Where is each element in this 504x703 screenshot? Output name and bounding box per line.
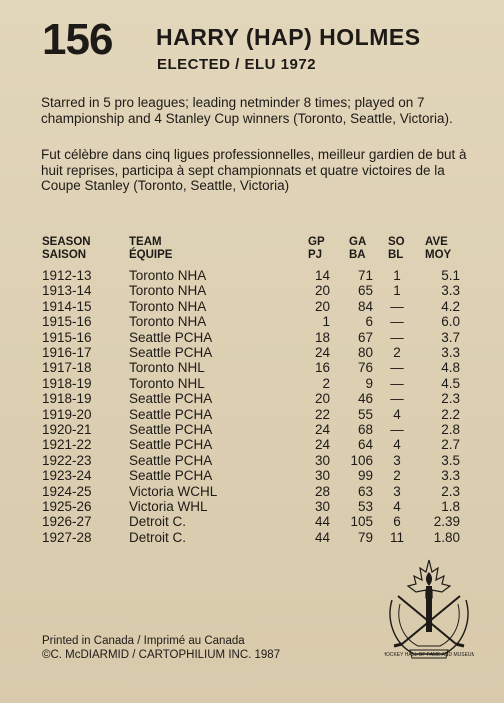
table-row <box>0 514 504 529</box>
team-cell: Toronto NHL <box>129 360 205 376</box>
table-row <box>0 330 504 345</box>
ave-cell: 2.7 <box>441 437 460 453</box>
season-cell: 1912-13 <box>42 268 92 283</box>
printed-in-canada: Printed in Canada / Imprimé au Canada <box>42 635 245 647</box>
ave-cell: 3.3 <box>441 345 460 360</box>
so-cell: 3 <box>393 483 401 499</box>
gp-cell: 30 <box>314 468 330 484</box>
so-cell: 2 <box>393 468 401 484</box>
gp-cell: 30 <box>314 452 330 468</box>
ga-cell: 63 <box>357 483 373 499</box>
ave-cell: 4.2 <box>441 298 460 314</box>
card-number: 156 <box>42 15 113 64</box>
ga-cell: 106 <box>350 452 373 468</box>
ga-cell: 79 <box>357 529 373 545</box>
hockey-hall-of-fame-crest-icon <box>384 558 474 667</box>
ave-cell: 3.3 <box>441 283 460 299</box>
so-cell: 1 <box>393 268 401 283</box>
season-cell: 1918-19 <box>42 375 92 391</box>
table-row <box>0 499 504 514</box>
season-cell: 1922-23 <box>42 452 92 468</box>
ave-cell: 3.5 <box>441 452 460 468</box>
ave-cell: 2.3 <box>441 391 460 407</box>
gp-cell: 20 <box>314 298 330 314</box>
gp-cell: 1 <box>322 314 330 330</box>
ga-cell: 67 <box>357 329 373 345</box>
ave-cell: 1.8 <box>441 499 460 514</box>
team-cell: Toronto NHL <box>129 375 205 391</box>
team-cell: Toronto NHA <box>129 268 207 283</box>
so-cell: 11 <box>389 529 404 545</box>
table-row <box>0 299 504 314</box>
team-cell: Seattle PCHA <box>129 437 213 453</box>
gp-cell: 24 <box>314 345 330 360</box>
team-cell: Seattle PCHA <box>129 452 213 468</box>
ga-cell: 9 <box>365 375 373 391</box>
team-cell: Seattle PCHA <box>129 345 213 360</box>
player-name: HARRY (HAP) HOLMES <box>156 24 421 50</box>
season-cell: 1920-21 <box>42 422 92 437</box>
ga-cell: 68 <box>357 422 373 437</box>
gp-cell: 24 <box>314 437 330 453</box>
season-cell: 1924-25 <box>42 483 92 499</box>
table-row <box>0 345 504 360</box>
ga-cell: 55 <box>357 406 373 422</box>
gp-cell: 22 <box>314 406 330 422</box>
ga-cell: 71 <box>357 268 373 283</box>
so-cell: — <box>390 314 404 330</box>
gp-cell: 16 <box>314 360 330 376</box>
team-cell: Toronto NHA <box>129 298 207 314</box>
gp-cell: 44 <box>314 514 330 530</box>
ave-cell: 6.0 <box>441 314 460 330</box>
team-cell: Detroit C. <box>129 529 187 545</box>
table-row <box>0 268 504 283</box>
season-cell: 1918-19 <box>42 391 92 407</box>
so-cell: 2 <box>393 345 401 360</box>
torch-handle-shape <box>426 586 432 632</box>
team-cell: Victoria WCHL <box>129 483 218 499</box>
so-cell: — <box>390 391 404 407</box>
copyright-line: ©C. McDIARMID / CARTOPHILIUM INC. 1987 <box>42 649 281 661</box>
header-season: SEASON SAISON <box>42 236 91 261</box>
ave-cell: 4.8 <box>441 360 460 376</box>
season-cell: 1926-27 <box>42 514 92 530</box>
gp-cell: 44 <box>314 529 330 545</box>
crest-graphic <box>384 558 474 662</box>
ga-cell: 46 <box>357 391 373 407</box>
ga-cell: 76 <box>357 360 373 376</box>
header-gp: GP PJ <box>308 236 325 261</box>
team-cell: Seattle PCHA <box>129 422 213 437</box>
gp-cell: 18 <box>314 329 330 345</box>
so-cell: — <box>390 375 404 391</box>
team-cell: Seattle PCHA <box>129 468 213 484</box>
team-cell: Seattle PCHA <box>129 406 213 422</box>
table-row <box>0 314 504 329</box>
ave-cell: 3.7 <box>441 329 460 345</box>
season-cell: 1913-14 <box>42 283 92 299</box>
bio-french: Fut célèbre dans cinq ligues professionnelles, meilleur gardien de but à huit reprises, participa à sept championnats et quatre victoires de la Coupe Stanley (Toronto, Seattle, Victoria) <box>41 147 467 193</box>
ga-cell: 64 <box>357 437 373 453</box>
table-row <box>0 468 504 483</box>
season-cell: 1921-22 <box>42 437 92 453</box>
ga-cell: 65 <box>357 283 373 299</box>
bio-english: Starred in 5 pro leagues; leading netminder 8 times; played on 7 championship and 4 Stanley Cup winners (Toronto, Seattle, Victoria). <box>41 95 453 126</box>
gp-cell: 24 <box>314 422 330 437</box>
so-cell: 4 <box>393 499 401 514</box>
header-ave: AVE MOY <box>425 236 452 261</box>
ave-cell: 2.39 <box>433 514 460 530</box>
team-cell: Toronto NHA <box>129 314 207 330</box>
torch-flame-shape <box>426 572 432 586</box>
ga-cell: 80 <box>357 345 373 360</box>
ave-cell: 4.5 <box>441 375 460 391</box>
team-cell: Seattle PCHA <box>129 329 213 345</box>
table-row <box>0 437 504 452</box>
table-row <box>0 484 504 499</box>
season-cell: 1915-16 <box>42 314 92 330</box>
so-cell: — <box>390 298 404 314</box>
ave-cell: 2.2 <box>441 406 460 422</box>
gp-cell: 28 <box>314 483 330 499</box>
table-row <box>0 391 504 406</box>
ga-cell: 84 <box>357 298 373 314</box>
header-team: TEAM ÉQUIPE <box>129 236 173 261</box>
crest-ribbon-text: HOCKEY HALL OF FAME AND MUSEUM <box>384 652 474 658</box>
gp-cell: 2 <box>322 375 330 391</box>
season-cell: 1914-15 <box>42 298 92 314</box>
so-cell: 4 <box>393 437 401 453</box>
header-ga: GA BA <box>349 236 367 261</box>
elected-year: ELECTED / ELU 1972 <box>157 56 317 73</box>
so-cell: — <box>390 360 404 376</box>
team-cell: Victoria WHL <box>129 499 208 514</box>
season-cell: 1916-17 <box>42 345 92 360</box>
season-cell: 1927-28 <box>42 529 92 545</box>
ave-cell: 1.80 <box>433 529 460 545</box>
so-cell: 6 <box>393 514 401 530</box>
season-cell: 1925-26 <box>42 499 92 514</box>
table-row <box>0 530 504 545</box>
season-cell: 1923-24 <box>42 468 92 484</box>
ga-cell: 6 <box>365 314 373 330</box>
so-cell: 1 <box>393 283 401 299</box>
ave-cell: 3.3 <box>441 468 460 484</box>
ga-cell: 99 <box>357 468 373 484</box>
gp-cell: 20 <box>314 391 330 407</box>
ga-cell: 105 <box>350 514 373 530</box>
ga-cell: 53 <box>357 499 373 514</box>
table-row <box>0 376 504 391</box>
gp-cell: 20 <box>314 283 330 299</box>
ave-cell: 2.8 <box>441 422 460 437</box>
team-cell: Toronto NHA <box>129 283 207 299</box>
table-row <box>0 360 504 375</box>
so-cell: 4 <box>393 406 401 422</box>
team-cell: Detroit C. <box>129 514 187 530</box>
table-row <box>0 453 504 468</box>
header-so: SO BL <box>388 236 405 261</box>
gp-cell: 14 <box>314 268 330 283</box>
ave-cell: 5.1 <box>441 268 460 283</box>
gp-cell: 30 <box>314 499 330 514</box>
table-row <box>0 283 504 298</box>
so-cell: — <box>390 329 404 345</box>
so-cell: 3 <box>393 452 401 468</box>
table-row <box>0 422 504 437</box>
season-cell: 1915-16 <box>42 329 92 345</box>
team-cell: Seattle PCHA <box>129 391 213 407</box>
so-cell: — <box>390 422 404 437</box>
season-cell: 1919-20 <box>42 406 92 422</box>
season-cell: 1917-18 <box>42 360 92 376</box>
table-row <box>0 407 504 422</box>
ave-cell: 2.3 <box>441 483 460 499</box>
